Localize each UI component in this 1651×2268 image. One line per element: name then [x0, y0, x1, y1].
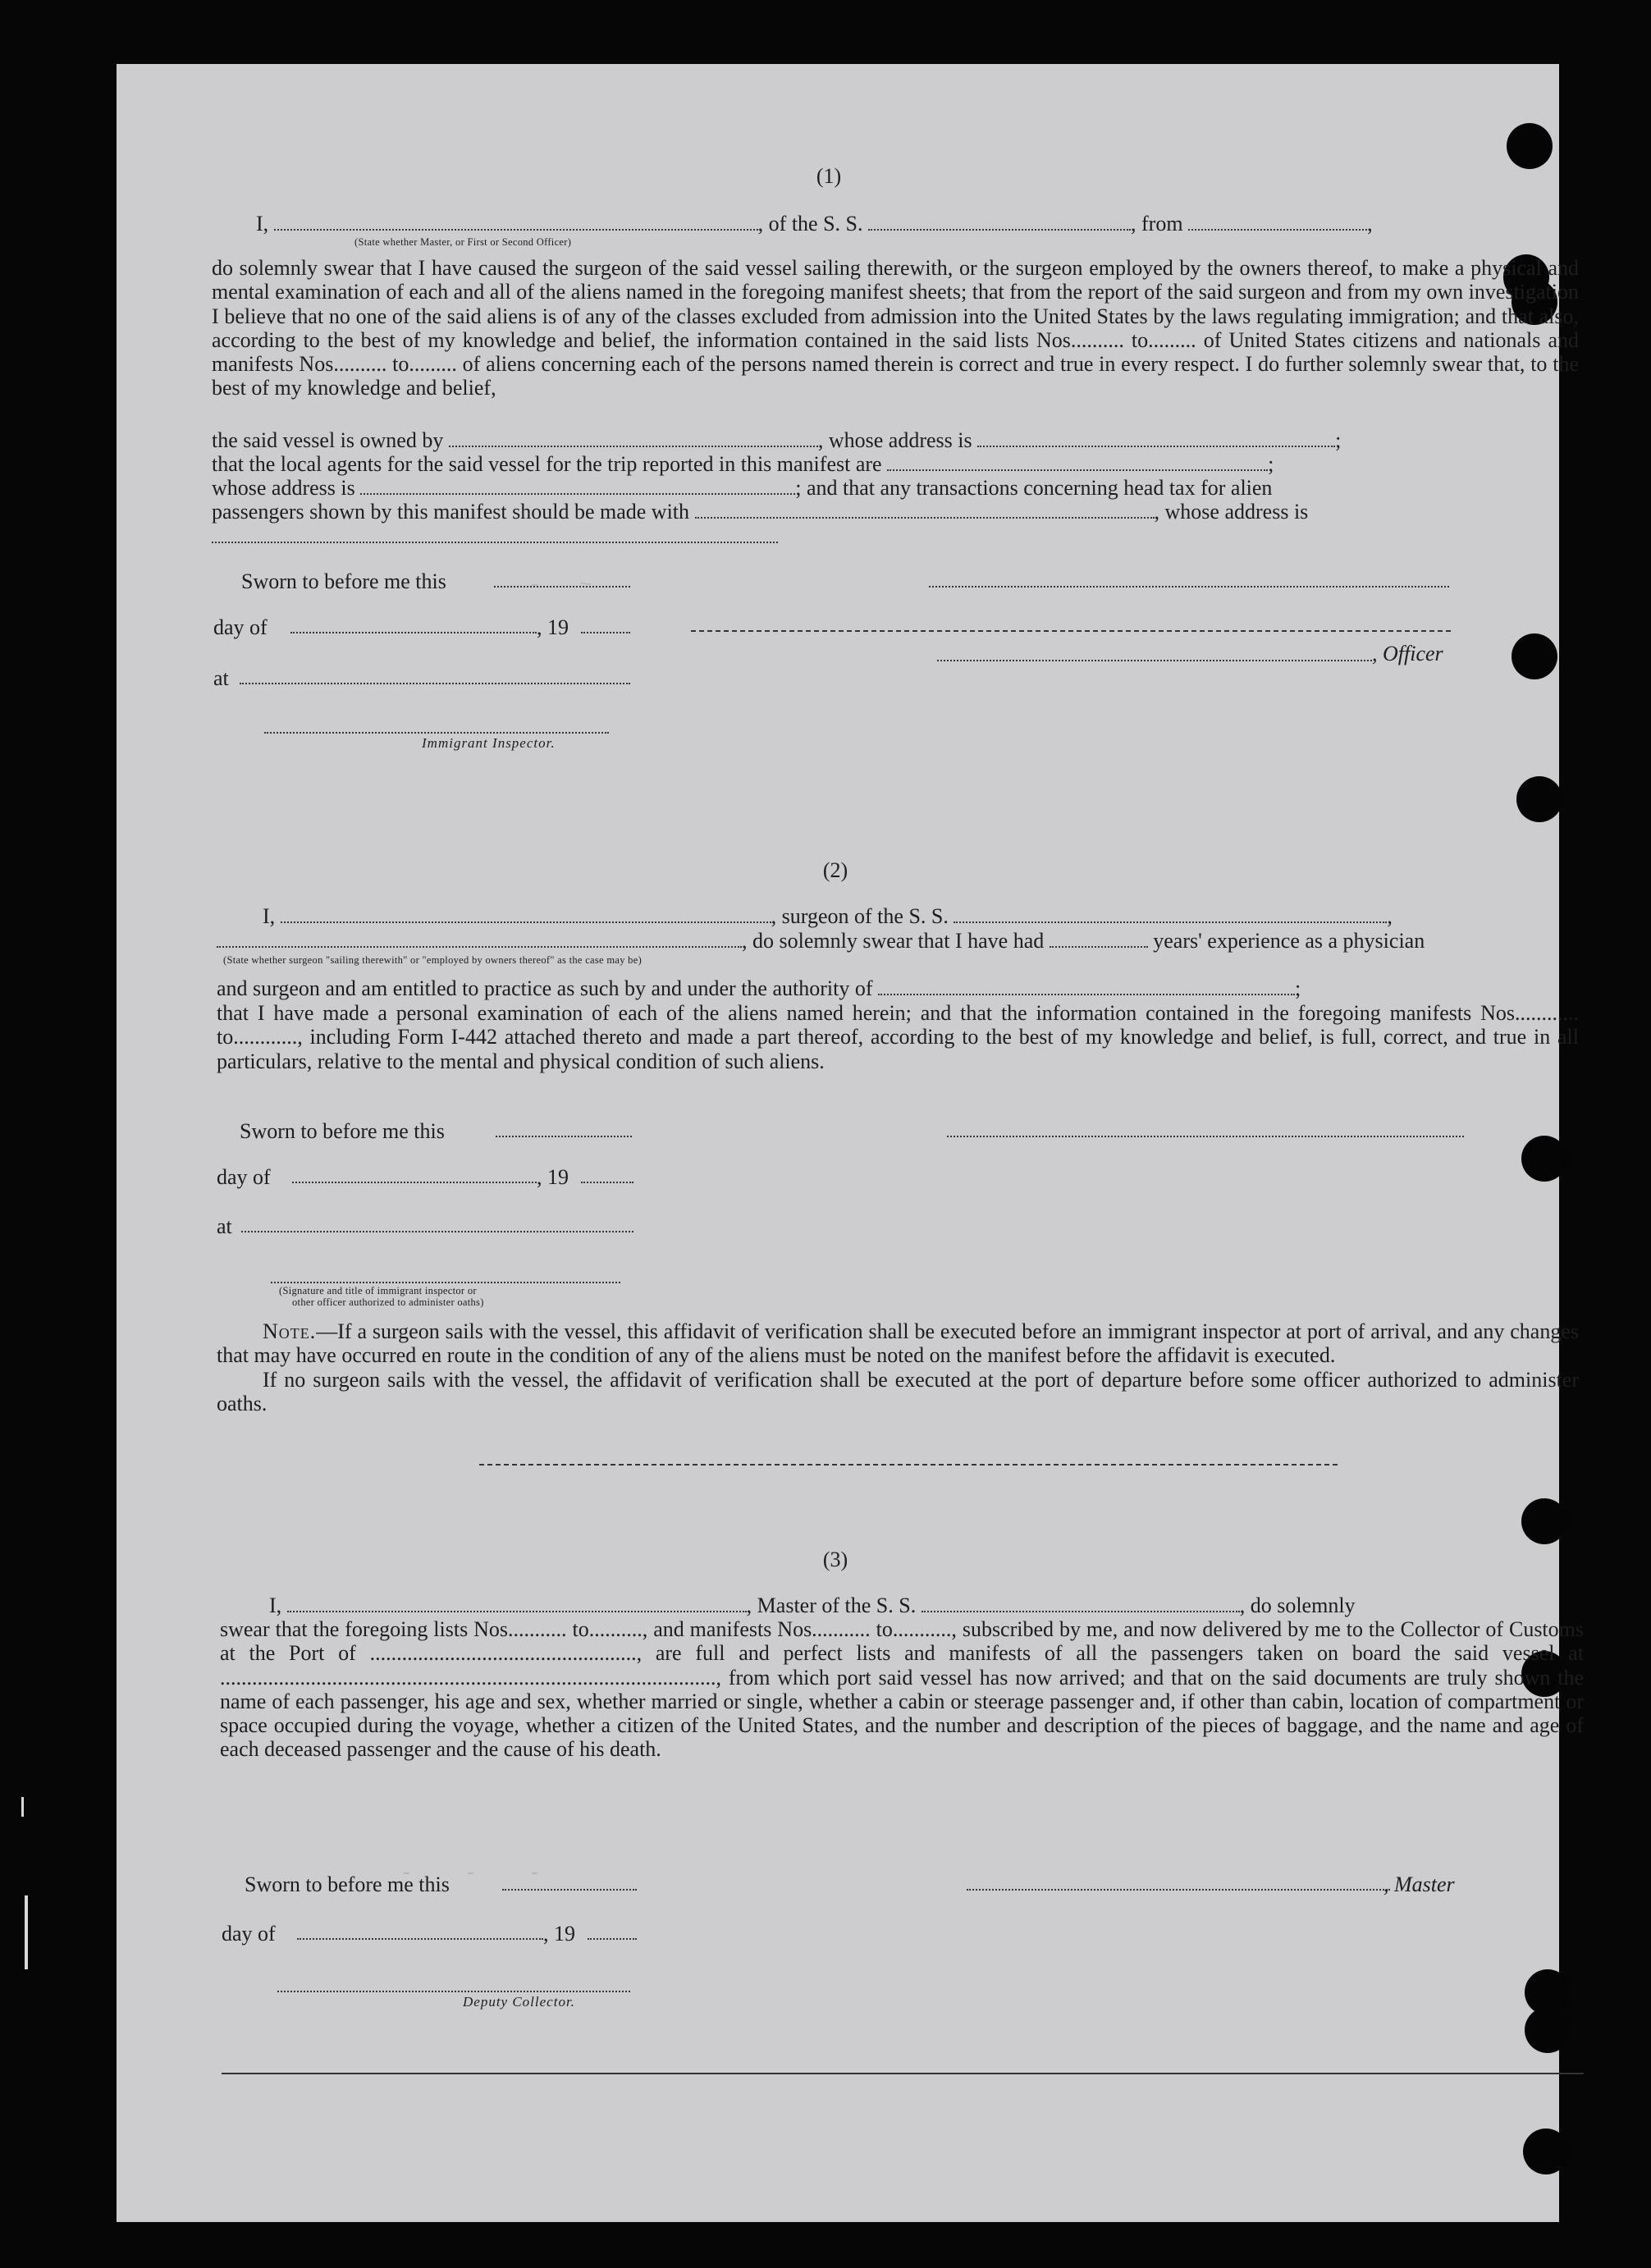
year-field-1[interactable] [581, 632, 630, 633]
section-3-body [220, 1617, 1584, 1762]
section-1-oath-text: do solemnly swear that I have caused the surgeon of the said vessel sailing therewith, or the surgeon employed by the owners thereof, to make a physical and mental examination of each and all of the aliens named in the foregoing manifest sheets; that from the report of the said surgeon and from my own investigation I believe that no one of the said aliens is of any of the classes excluded from admission into the United States by the laws regulating immigration; and that also, according to the best of my knowledge and belief, the information contained in the said lists Nos.......... to......... of United States citizens and nationals and manifests Nos.......... to......... of aliens concerning each of the persons named therein is correct and true in every respect. I do further solemnly swear that, to the best of my knowledge and belief, [212, 256, 1579, 400]
section-2-oath-text: that I have made a personal examination of each of the aliens named herein; and that the information contained in the foregoing manifests Nos............ to............, including Form I-442 attached thereto and made a part thereof, according to the best of my knowledge and belief, is full, correct, and true in all particulars, relative to the mental and physical condition of such aliens. [217, 1001, 1579, 1073]
note-label: Note. [263, 1319, 317, 1343]
collector-signature-field[interactable] [277, 1991, 630, 1992]
day-of-field-2[interactable] [292, 1182, 537, 1183]
day-of-label-1: day of [213, 615, 268, 639]
agents-label: that the local agents for the said vessel for the trip reported in this manifest are [212, 452, 882, 476]
master-of-label: , Master of the S. S. [746, 1594, 917, 1617]
passengers-label: passengers shown by this manifest should be made with [212, 500, 690, 524]
officer-label: , Officer [1372, 642, 1443, 665]
owner-address-label: , whose address is [817, 428, 972, 452]
line-end-2: , [1387, 904, 1393, 928]
punch-hole [1516, 776, 1562, 822]
line-end: , [1367, 212, 1373, 235]
note-block [217, 1319, 1579, 1415]
authority-field[interactable] [878, 979, 1295, 995]
head-tax-address-label: , whose address is [1154, 500, 1309, 524]
section-1-first-line [256, 212, 1579, 236]
manifest-sheet [117, 64, 1584, 2222]
from-port-field[interactable] [1188, 214, 1367, 231]
sworn-label-2: Sworn to before me this [240, 1119, 445, 1143]
note-paragraph-1 [217, 1319, 1579, 1368]
day-of-field-1[interactable] [290, 632, 537, 633]
bleed-through: - - - [387, 1861, 542, 1886]
deputy-collector-caption: Deputy Collector. [463, 1994, 575, 2010]
section-2-number: (2) [822, 858, 848, 882]
solemnly-label: , do solemnly [1239, 1594, 1356, 1617]
from-label: , from [1131, 212, 1183, 235]
at-field-1[interactable] [240, 683, 630, 684]
day-of-field-3[interactable] [297, 1938, 543, 1940]
i-label-2: I, [263, 904, 276, 928]
officer-signature-field[interactable] [937, 660, 1372, 661]
owned-by-label: the said vessel is owned by [212, 428, 444, 452]
surgeon-signature-field[interactable] [947, 1136, 1464, 1137]
bleed-through: - - ~ [387, 573, 592, 597]
note-paragraph-2: If no surgeon sails with the vessel, the affidavit of verification shall be executed at the port of departure before some officer authorized to administer oaths. [217, 1367, 1579, 1415]
head-tax-address-field[interactable] [212, 542, 778, 543]
punch-hole [1507, 123, 1553, 169]
surgeon-experience-line [217, 929, 1579, 953]
signature-caption-2: other officer authorized to administer oaths) [292, 1296, 484, 1308]
surgeon-name-field[interactable] [281, 907, 771, 923]
section-divider [479, 1464, 1338, 1466]
authority-line: and surgeon and am entitled to practice as such by and under the authority of ; [217, 976, 1301, 1000]
master-name-field[interactable] [287, 1596, 747, 1612]
signature-caption-1: (Signature and title of immigrant inspector or [279, 1285, 477, 1296]
head-tax-label: ; and that any transactions concerning head tax for alien [795, 476, 1273, 500]
surgeon-ship-field[interactable] [954, 907, 1387, 923]
divider-dashed-1 [691, 630, 1451, 632]
inspector-signature-field-1[interactable] [264, 732, 609, 734]
punch-hole [1512, 633, 1557, 679]
years-experience-field[interactable] [1050, 931, 1148, 948]
agents-address-line [212, 476, 1579, 501]
swear-label-2: , do solemnly swear that I have had [742, 929, 1045, 953]
ship-name-field[interactable] [868, 214, 1131, 231]
at-label-1: at [213, 666, 229, 690]
section-3-number: (3) [822, 1548, 848, 1571]
agents-address-label: whose address is [212, 476, 355, 500]
i-label-3: I, [269, 1594, 282, 1617]
section-1-body [212, 256, 1579, 400]
i-label: I, [256, 212, 269, 235]
section-3-first-line [269, 1594, 1584, 1618]
officer-rank-note: (State whether Master, or First or Second Officer) [354, 236, 572, 248]
at-label-2: at [217, 1214, 232, 1238]
bottom-rule [222, 2073, 1584, 2074]
edge-mark [25, 1895, 28, 1969]
punch-hole [1521, 1136, 1567, 1182]
punch-hole [1525, 2007, 1571, 2053]
at-field-2[interactable] [241, 1231, 633, 1232]
master-label: , Master [1383, 1872, 1455, 1896]
authority-label: and surgeon and am entitled to practice as such by and under the authority of [217, 976, 873, 1000]
sworn-date-field-3[interactable] [502, 1889, 637, 1891]
head-tax-line [212, 500, 1579, 524]
year-field-2[interactable] [581, 1182, 633, 1183]
owner-field[interactable] [449, 431, 818, 447]
year-label-1: , 19 [537, 615, 569, 639]
section-1-number: (1) [816, 164, 842, 188]
inspector-signature-field-2[interactable] [271, 1282, 620, 1283]
master-ship-field[interactable] [922, 1596, 1240, 1612]
sworn-date-field-2[interactable] [496, 1136, 632, 1137]
officer-name-field[interactable] [274, 214, 758, 231]
master-signature-field[interactable] [967, 1889, 1390, 1891]
owner-address-field[interactable] [977, 431, 1335, 447]
agents-address-field[interactable] [360, 478, 795, 495]
year-label-2: , 19 [537, 1165, 569, 1189]
section-3-oath-text: swear that the foregoing lists Nos........... to.........., and manifests Nos........... to..........., subscribed by me, and now delivered by me to the Collector of Customs at the Port of .................................................., are full and perfect lists and manifests of all the passengers taken on board the said vessel at ............................................................................................., from which port said vessel has now arrived; and that on the said documents are truly shown the name of each passenger, his age and sex, whether married or single, whether a cabin or steerage passenger and, if other than cabin, location of compartment or space occupied during the voyage, whether a citizen of the United States, and the number and description of the pieces of baggage, and the name and age of each deceased passenger and the cause of his death. [220, 1617, 1584, 1762]
section-2-first-line [263, 904, 1579, 929]
year-label-3: , 19 [543, 1922, 575, 1946]
year-field-3[interactable] [588, 1938, 637, 1940]
officer-signature-top[interactable] [929, 586, 1449, 588]
sworn-date-field-1[interactable] [494, 586, 630, 588]
sworn-label-1: Sworn to before me this [241, 569, 446, 593]
edge-mark [21, 1797, 24, 1817]
immigrant-inspector-caption: Immigrant Inspector. [422, 735, 556, 751]
sworn-label-3: Sworn to before me this [245, 1872, 450, 1896]
day-of-label-3: day of [222, 1922, 276, 1946]
years-label: years' experience as a physician [1153, 929, 1425, 953]
head-tax-agent-field[interactable] [695, 502, 1155, 519]
day-of-label-2: day of [217, 1165, 271, 1189]
of-ss-label: , of the S. S. [757, 212, 863, 235]
agents-field[interactable] [887, 455, 1268, 471]
surgeon-of-label: , surgeon of the S. S. [771, 904, 949, 928]
section-2-body [217, 1001, 1579, 1073]
punch-hole [1521, 1498, 1567, 1544]
surgeon-status-field[interactable] [217, 931, 742, 948]
agents-line: that the local agents for the said vessel for the trip reported in this manifest are ; [212, 452, 1274, 476]
note-text-1: —If a surgeon sails with the vessel, this affidavit of verification shall be executed before an immigrant inspector at port of arrival, and any changes that may have occurred en route in the condition of any of the aliens must be noted on the manifest before the affidavit is executed. [217, 1319, 1579, 1368]
punch-hole [1523, 2129, 1569, 2174]
owner-line: the said vessel is owned by , whose address is ; [212, 428, 1342, 452]
surgeon-status-note: (State whether surgeon "sailing therewith" or "employed by owners thereof" as the case may be) [223, 954, 643, 966]
